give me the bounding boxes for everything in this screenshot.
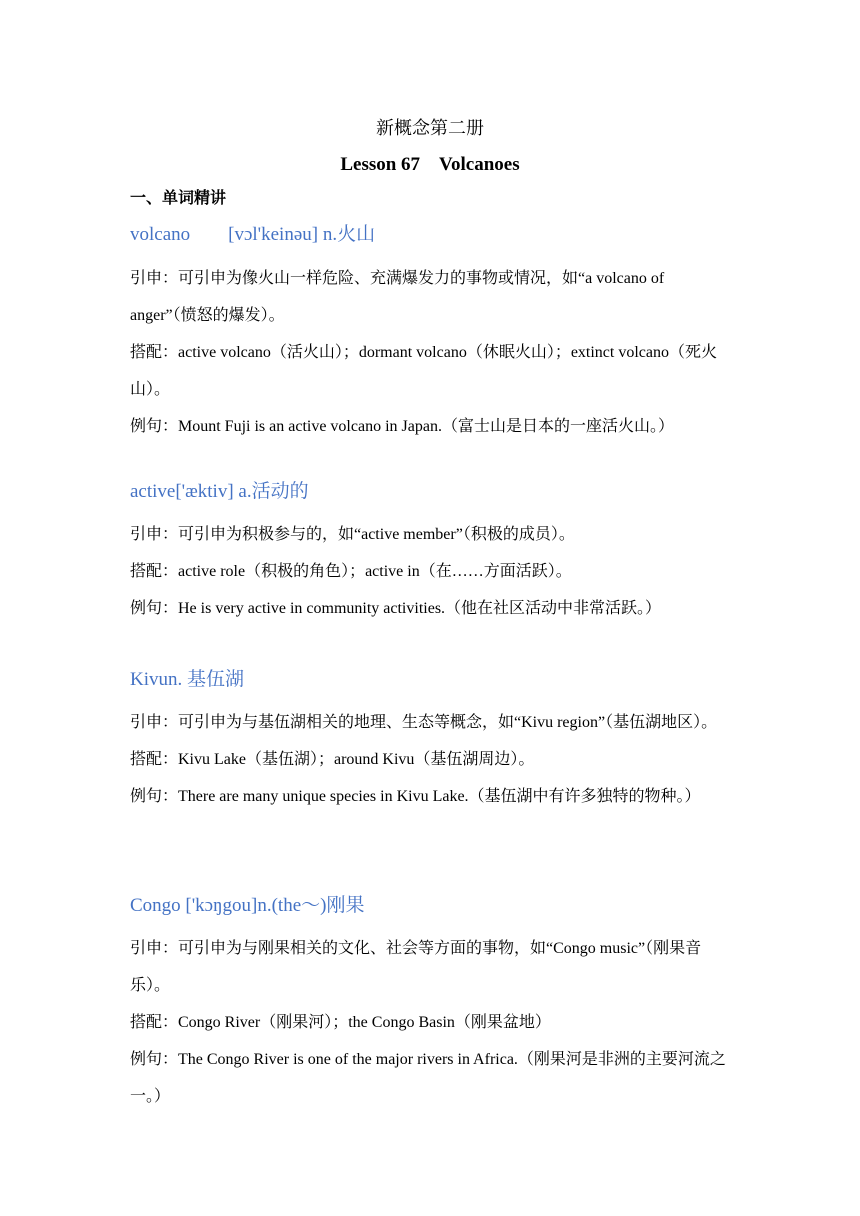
- vocab-entry-volcano: [130, 220, 730, 445]
- vocab-collocation: 搭配：active volcano（活火山）；dormant volcano（休眠火山）；extinct volcano（死火山）。: [130, 344, 718, 398]
- vocab-example: 例句：The Congo River is one of the major rivers in Africa.（刚果河是非洲的主要河流之一。）: [130, 1051, 726, 1105]
- book-title: 新概念第二册: [376, 118, 484, 138]
- vocab-collocation: 搭配：active role（积极的角色）；active in（在……方面活跃）。: [130, 563, 572, 580]
- vocab-example: 例句：Mount Fuji is an active volcano in Japan.（富士山是日本的一座活火山。）: [130, 418, 674, 435]
- vocab-extension: 引申：可引申为积极参与的，如“active member”（积极的成员）。: [130, 526, 575, 543]
- vocab-word: volcano [vɔl'keinəu] n.火山: [130, 224, 376, 245]
- vocab-word: Congo ['kɔŋgou]n.(the～)刚果: [130, 895, 365, 916]
- vocab-extension: 引申：可引申为像火山一样危险、充满爆发力的事物或情况，如“a volcano of anger”（愤怒的爆发）。: [130, 270, 665, 324]
- vocab-example: 例句：He is very active in community activities.（他在社区活动中非常活跃。）: [130, 600, 662, 617]
- vocab-entry-kivu: [130, 665, 730, 815]
- vocab-collocation: 搭配：Kivu Lake（基伍湖）；around Kivu（基伍湖周边）。: [130, 751, 535, 768]
- vocab-collocation: 搭配：Congo River（刚果河）；the Congo Basin（刚果盆地）: [130, 1014, 551, 1031]
- section-heading: 一、单词精讲: [130, 190, 227, 207]
- vocab-word: Kivun. 基伍湖: [130, 669, 245, 690]
- vocab-example: 例句：There are many unique species in Kivu Lake.（基伍湖中有许多独特的物种。）: [130, 788, 701, 805]
- vocab-extension: 引申：可引申为与刚果相关的文化、社会等方面的事物，如“Congo music”（刚果音乐）。: [130, 940, 702, 994]
- vocab-entry-active: [130, 477, 730, 627]
- vocab-extension: 引申：可引申为与基伍湖相关的地理、生态等概念，如“Kivu region”（基伍湖地区）。: [130, 714, 718, 731]
- vocab-entry-congo: [130, 891, 730, 1115]
- vocab-word: active['æktiv] a.活动的: [130, 481, 309, 502]
- lesson-title: Lesson 67 Volcanoes: [340, 154, 520, 175]
